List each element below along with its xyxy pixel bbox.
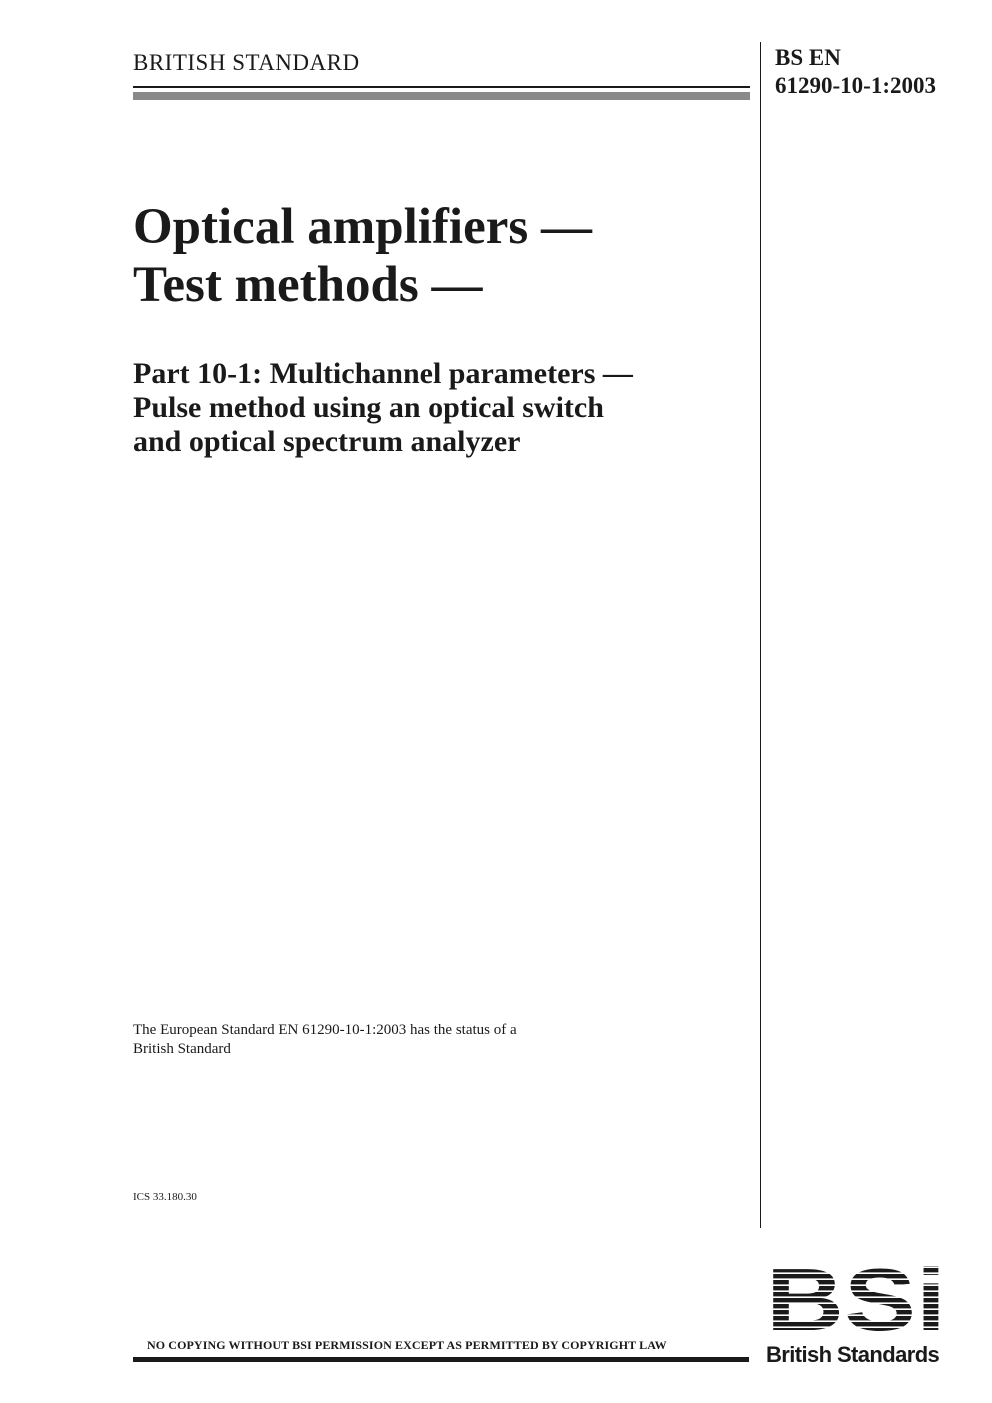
standard-number	[775, 44, 936, 100]
ics-code: ICS 33.180.30	[133, 1191, 197, 1203]
document-subtitle-line: Part 10-1: Multichannel parameters —	[133, 357, 633, 390]
footer-rule	[133, 1357, 749, 1362]
document-series-label: BRITISH STANDARD	[133, 50, 360, 75]
bsi-logo-caption: British Standards	[766, 1342, 940, 1367]
document-title-line: Optical amplifiers —	[133, 199, 592, 255]
bsi-logo-wordmark: BSi	[766, 1262, 946, 1332]
status-statement-line: The European Standard EN 61290-10-1:2003 has the status of a	[133, 1022, 517, 1038]
status-statement	[133, 1021, 517, 1059]
document-subtitle	[133, 357, 633, 459]
document-title-line: Test methods —	[133, 257, 483, 313]
standard-number-prefix: BS EN	[775, 45, 841, 70]
standard-number-code: 61290-10-1:2003	[775, 73, 936, 98]
document-subtitle-line: Pulse method using an optical switch	[133, 391, 604, 424]
status-statement-line: British Standard	[133, 1041, 231, 1057]
header-rule-thin	[133, 86, 750, 88]
copyright-notice: NO COPYING WITHOUT BSI PERMISSION EXCEPT AS PERMITTED BY COPYRIGHT LAW	[147, 1338, 667, 1352]
document-subtitle-line: and optical spectrum analyzer	[133, 425, 521, 458]
bsi-logo	[766, 1262, 946, 1332]
column-divider	[760, 42, 761, 1228]
document-title	[133, 198, 592, 314]
header-rule-thick	[133, 92, 750, 100]
